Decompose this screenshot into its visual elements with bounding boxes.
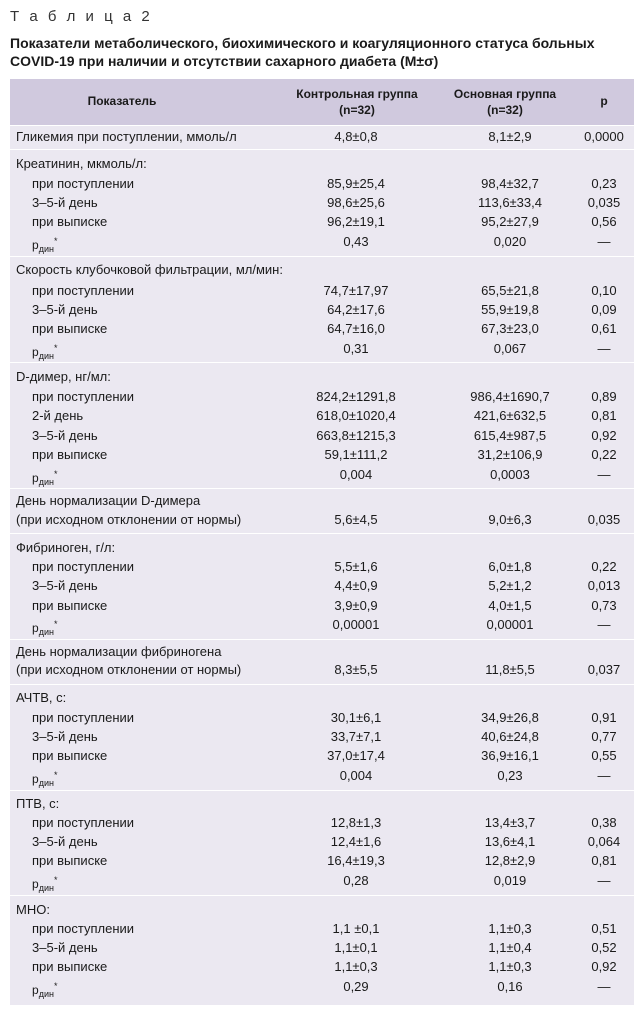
control-value: 96,2±19,1 <box>327 214 385 229</box>
table-row <box>10 977 634 999</box>
header-control-group: Контрольная группа (n=32) <box>296 87 418 117</box>
p-din-label <box>32 615 57 642</box>
main-value: 13,6±4,1 <box>484 834 536 849</box>
p-value: 0,035 <box>587 195 621 210</box>
control-value: 0,29 <box>343 979 369 994</box>
table-row <box>10 871 634 893</box>
control-value: 663,8±1215,3 <box>316 428 396 443</box>
p-din-base: р <box>32 238 39 252</box>
table-row <box>10 727 634 746</box>
p-din-star: * <box>53 981 58 991</box>
row-label: при поступлении <box>32 815 135 830</box>
p-value: 0,77 <box>591 729 617 744</box>
main-value: 13,4±3,7 <box>484 815 536 830</box>
control-value: 59,1±111,2 <box>324 447 388 462</box>
row-label: Скорость клубочковой фильтрации, мл/мин: <box>16 262 283 277</box>
row-label: 2-й день <box>32 408 84 423</box>
control-value: 618,0±1020,4 <box>316 408 396 423</box>
row-label: при выписке <box>32 853 108 868</box>
main-value: 31,2±106,9 <box>477 447 543 462</box>
main-value: 1,1±0,3 <box>488 959 532 974</box>
main-value: 0,16 <box>497 979 523 994</box>
p-din-sub: дин <box>38 989 54 999</box>
main-value: 0,067 <box>493 341 527 356</box>
p-din-sub: дин <box>38 351 54 361</box>
p-value: — <box>597 234 611 249</box>
p-din-base: р <box>32 471 39 485</box>
row-label: Фибриноген, г/л: <box>16 540 116 555</box>
p-value: 0,92 <box>591 959 617 974</box>
row-separator <box>10 488 634 489</box>
p-din-star: * <box>53 875 58 885</box>
p-din-sub: дин <box>38 778 54 788</box>
table-row <box>10 746 634 765</box>
row-label: 3–5-й день <box>32 302 98 317</box>
control-value: 64,7±16,0 <box>327 321 385 336</box>
control-value: 1,1±0,3 <box>334 959 378 974</box>
control-value: 12,4±1,6 <box>330 834 382 849</box>
p-value: 0,22 <box>591 559 617 574</box>
table-row <box>10 642 634 661</box>
p-value: 0,92 <box>591 428 617 443</box>
table-row <box>10 465 634 487</box>
p-din-sub: дин <box>38 627 54 637</box>
main-value: 0,00001 <box>486 617 534 632</box>
p-value: 0,91 <box>591 710 617 725</box>
table-row <box>10 174 634 193</box>
row-label: при выписке <box>32 959 108 974</box>
main-value: 65,5±21,8 <box>481 283 539 298</box>
row-separator <box>10 149 634 150</box>
p-din-base: р <box>32 345 39 359</box>
main-value: 67,3±23,0 <box>481 321 539 336</box>
control-value: 4,4±0,9 <box>334 578 378 593</box>
p-value: 0,89 <box>591 389 617 404</box>
p-value: 0,035 <box>587 512 621 527</box>
table-row <box>10 766 634 788</box>
row-label: при выписке <box>32 447 108 462</box>
row-label: 3–5-й день <box>32 195 98 210</box>
control-value: 98,6±25,6 <box>327 195 385 210</box>
p-value: 0,55 <box>591 748 617 763</box>
p-din-base: р <box>32 877 39 891</box>
section-heading <box>10 794 634 813</box>
control-value: 85,9±25,4 <box>327 176 385 191</box>
control-value: 16,4±19,3 <box>327 853 385 868</box>
table-row <box>10 708 634 727</box>
header-main-group: Основная группа (n=32) <box>453 87 557 117</box>
row-label: День нормализации фибриногена <box>16 644 222 659</box>
table-row <box>10 193 634 212</box>
p-value: 0,38 <box>591 815 617 830</box>
main-value: 0,020 <box>493 234 527 249</box>
row-label: 3–5-й день <box>32 428 98 443</box>
p-din-label <box>32 871 57 898</box>
table-row <box>10 319 634 338</box>
control-value: 12,8±1,3 <box>330 815 382 830</box>
main-value: 986,4±1690,7 <box>470 389 550 404</box>
row-label: при выписке <box>32 214 108 229</box>
section-heading <box>10 367 634 386</box>
p-value: 0,064 <box>587 834 621 849</box>
row-label: (при исходном отклонении от нормы) <box>16 512 242 527</box>
main-value: 5,2±1,2 <box>488 578 532 593</box>
p-din-star: * <box>53 469 58 479</box>
control-value: 64,2±17,6 <box>327 302 385 317</box>
p-value: — <box>597 873 611 888</box>
p-din-label <box>32 977 57 1004</box>
main-value: 36,9±16,1 <box>481 748 539 763</box>
main-value: 1,1±0,3 <box>488 921 532 936</box>
table-title: Показатели метаболического, биохимического и коагуляционного статуса больных COVID-19 при наличии и отсутствии сахарного диабета (M±σ) <box>10 35 595 69</box>
row-label: при поступлении <box>32 559 135 574</box>
table-row <box>10 406 634 425</box>
row-label: 3–5-й день <box>32 729 98 744</box>
p-din-star: * <box>53 619 58 629</box>
table-row <box>10 557 634 576</box>
p-value: 0,037 <box>587 662 621 677</box>
row-label: 3–5-й день <box>32 578 98 593</box>
main-value: 34,9±26,8 <box>481 710 539 725</box>
row-separator <box>10 362 634 363</box>
control-value: 0,00001 <box>332 617 380 632</box>
row-label: Гликемия при поступлении, ммоль/л <box>16 129 237 144</box>
p-din-label <box>32 232 57 259</box>
control-value: 0,004 <box>339 768 373 783</box>
p-value: 0,52 <box>591 940 617 955</box>
control-value: 5,6±4,5 <box>334 512 378 527</box>
table-row <box>10 957 634 976</box>
table-row <box>10 127 634 146</box>
p-value: 0,23 <box>591 176 617 191</box>
row-label: ПТВ, с: <box>16 796 60 811</box>
p-value: — <box>597 341 611 356</box>
row-label: при поступлении <box>32 283 135 298</box>
main-value: 11,8±5,5 <box>485 662 535 677</box>
main-value: 55,9±19,8 <box>481 302 539 317</box>
table-row <box>10 576 634 595</box>
control-value: 74,7±17,97 <box>323 283 389 298</box>
header-p: р <box>600 94 608 108</box>
row-separator <box>10 533 634 534</box>
control-value: 0,004 <box>339 467 373 482</box>
p-din-star: * <box>53 770 58 780</box>
p-din-base: р <box>32 621 39 635</box>
control-value: 0,28 <box>343 873 369 888</box>
row-label: при поступлении <box>32 710 135 725</box>
p-value: 0,0000 <box>584 129 624 144</box>
p-value: — <box>597 617 611 632</box>
main-value: 421,6±632,5 <box>473 408 547 423</box>
main-value: 4,0±1,5 <box>488 598 532 613</box>
section-heading <box>10 900 634 919</box>
p-value: 0,51 <box>591 921 617 936</box>
row-label: 3–5-й день <box>32 834 98 849</box>
row-label: День нормализации D-димера <box>16 493 201 508</box>
p-value: — <box>597 467 611 482</box>
row-label: Креатинин, мкмоль/л: <box>16 156 147 171</box>
table-row <box>10 212 634 231</box>
row-separator <box>10 790 634 791</box>
control-value: 33,7±7,1 <box>330 729 382 744</box>
p-din-star: * <box>53 236 58 246</box>
section-heading <box>10 260 634 279</box>
table-row <box>10 426 634 445</box>
table-row <box>10 339 634 361</box>
table-row <box>10 387 634 406</box>
main-value: 0,23 <box>497 768 523 783</box>
main-value: 1,1±0,4 <box>488 940 532 955</box>
table-row <box>10 660 634 679</box>
p-value: 0,10 <box>591 283 617 298</box>
row-label: D-димер, нг/мл: <box>16 369 111 384</box>
control-value: 0,43 <box>343 234 369 249</box>
p-value: 0,61 <box>591 321 617 336</box>
row-separator <box>10 639 634 640</box>
table-header <box>10 79 634 125</box>
control-value: 37,0±17,4 <box>327 748 385 763</box>
section-heading <box>10 688 634 707</box>
main-value: 95,2±27,9 <box>481 214 539 229</box>
row-label: при поступлении <box>32 389 135 404</box>
table-caption: Т а б л и ц а 2 <box>10 8 153 25</box>
main-value: 615,4±987,5 <box>473 428 547 443</box>
control-value: 5,5±1,6 <box>334 559 378 574</box>
p-value: 0,81 <box>591 853 617 868</box>
table-row <box>10 938 634 957</box>
p-din-base: р <box>32 983 39 997</box>
p-din-sub: дин <box>38 477 54 487</box>
main-value: 8,1±2,9 <box>488 129 532 144</box>
control-value: 1,1±0,1 <box>334 940 378 955</box>
table-row <box>10 445 634 464</box>
row-label: АЧТВ, с: <box>16 690 67 705</box>
main-value: 113,6±33,4 <box>477 195 542 210</box>
row-label: (при исходном отклонении от нормы) <box>16 662 242 677</box>
table-row <box>10 919 634 938</box>
table-row <box>10 615 634 637</box>
p-value: 0,81 <box>591 408 617 423</box>
control-value: 824,2±1291,8 <box>316 389 396 404</box>
p-value: 0,09 <box>591 302 617 317</box>
control-value: 0,31 <box>343 341 369 356</box>
control-value: 1,1 ±0,1 <box>332 921 380 936</box>
row-separator <box>10 125 634 126</box>
section-heading <box>10 154 634 173</box>
table-row <box>10 832 634 851</box>
p-din-star: * <box>53 343 58 353</box>
row-label: при выписке <box>32 321 108 336</box>
section-heading <box>10 538 634 557</box>
header-indicator: Показатель <box>87 94 157 108</box>
control-value: 4,8±0,8 <box>334 129 378 144</box>
p-din-sub: дин <box>38 883 54 893</box>
p-din-base: р <box>32 772 39 786</box>
table-row <box>10 232 634 254</box>
row-label: при выписке <box>32 748 108 763</box>
control-value: 8,3±5,5 <box>334 662 378 677</box>
p-value: 0,73 <box>591 598 617 613</box>
table-row <box>10 281 634 300</box>
p-din-label <box>32 766 57 793</box>
row-label: 3–5-й день <box>32 940 98 955</box>
p-value: 0,56 <box>591 214 617 229</box>
table-row <box>10 851 634 870</box>
p-value: — <box>597 768 611 783</box>
main-value: 12,8±2,9 <box>484 853 536 868</box>
control-value: 3,9±0,9 <box>334 598 378 613</box>
main-value: 6,0±1,8 <box>488 559 532 574</box>
table-row <box>10 300 634 319</box>
main-value: 0,019 <box>493 873 527 888</box>
main-value: 0,0003 <box>490 467 530 482</box>
p-din-sub: дин <box>38 244 54 254</box>
row-separator <box>10 256 634 257</box>
table-row <box>10 813 634 832</box>
p-value: 0,013 <box>587 578 621 593</box>
p-value: — <box>597 979 611 994</box>
row-label: МНО: <box>16 902 50 917</box>
row-separator <box>10 684 634 685</box>
main-value: 9,0±6,3 <box>488 512 532 527</box>
table-row <box>10 510 634 529</box>
control-value: 30,1±6,1 <box>330 710 382 725</box>
row-label: при поступлении <box>32 176 135 191</box>
main-value: 40,6±24,8 <box>481 729 539 744</box>
table-row <box>10 491 634 510</box>
table-row <box>10 596 634 615</box>
row-label: при выписке <box>32 598 108 613</box>
p-value: 0,22 <box>591 447 617 462</box>
row-label: при поступлении <box>32 921 135 936</box>
row-separator <box>10 895 634 896</box>
data-table <box>10 79 634 1005</box>
main-value: 98,4±32,7 <box>481 176 539 191</box>
